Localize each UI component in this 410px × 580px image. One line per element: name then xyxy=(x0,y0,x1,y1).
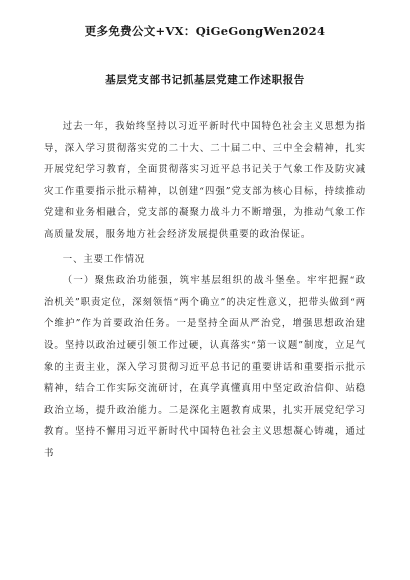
subsection-paragraph: （一）聚焦政治功能强，筑牢基层组织的战斗堡垒。牢牢把握“政治机关”职责定位，深刻领悟“两个确立”的决定性意义，把带头做到“两个维护”作为首要政治任务。一是坚持全面从严治党，增强思想政治建设。坚持以政治过硬引领工作过硬，认真落实“第一议题”制度，立足气象的主责主业，深入学习贯彻习近平总书记的重要讲话和重要指示批示精神，结合工作实际交流研讨，在真学真懂真用中坚定政治信仰、站稳政治立场，提升政治能力。二是深化主题教育成果，扎实开展党纪学习教育。坚持不懈用习近平新时代中国特色社会主义思想凝心铸魂，通过书 xyxy=(44,275,366,459)
section-heading: 一、主要工作情况 xyxy=(62,253,145,265)
intro-paragraph: 过去一年，我始终坚持以习近平新时代中国特色社会主义思想为指导，深入学习贯彻落实党的二十大、二十届二中、三中全会精神，扎实开展党纪学习教育，全面贯彻落实习近平总书记关于气象工作及防灾减灾工作重要指示批示精神，以创建“四强”党支部为核心目标，持续推动党建和业务相融合，党支部的凝聚力战斗力不断增强，为推动气象工作高质量发展，服务地方社会经济发展提供重要的政治保证。 xyxy=(44,121,366,240)
watermark-header: 更多免费公文+VX：QiGeGongWen2024 xyxy=(84,24,326,38)
document-title: 基层党支部书记抓基层党建工作述职报告 xyxy=(105,74,305,86)
document-body xyxy=(44,116,366,465)
